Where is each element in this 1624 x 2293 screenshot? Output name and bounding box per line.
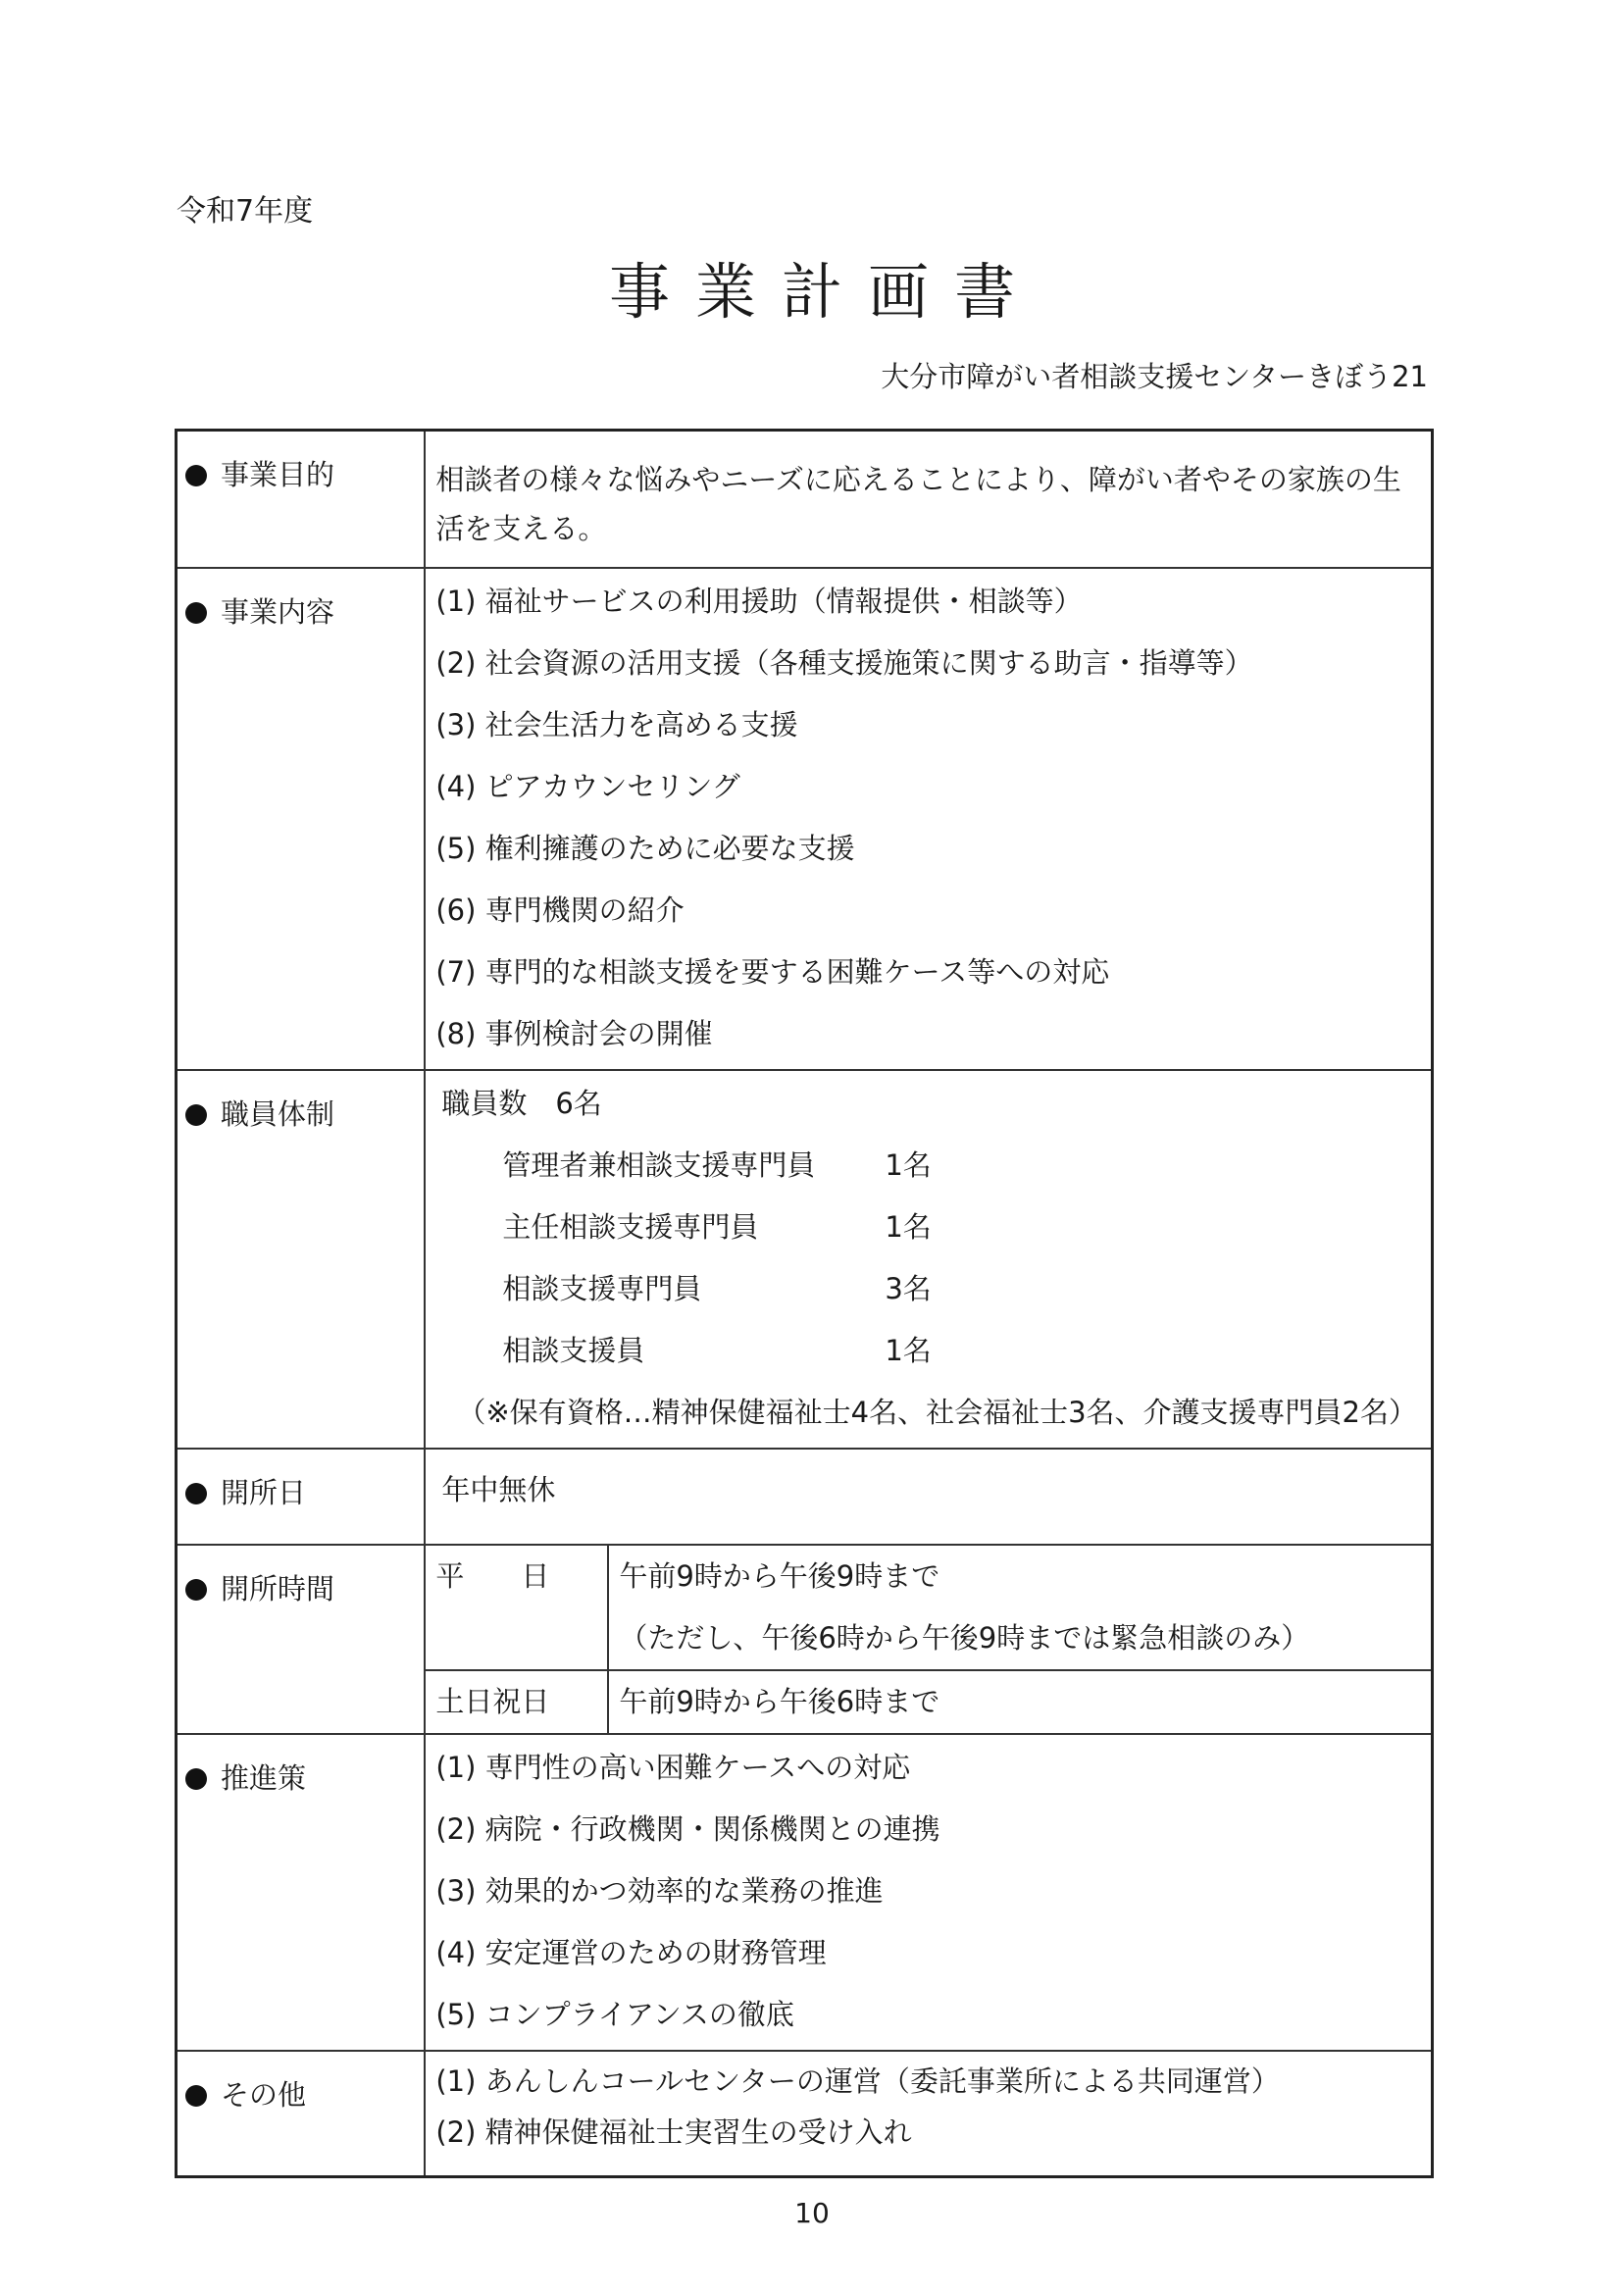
row-open-days [177, 1449, 1433, 1545]
list-item: (6) 専門機関の紹介 [435, 893, 685, 927]
staff-role-row [435, 1320, 1417, 1382]
list-item: (1) 福祉サービスの利用援助（情報提供・相談等） [435, 585, 1083, 618]
weekday-note: （ただし、午後6時から午後9時までは緊急相談のみ） [619, 1621, 1310, 1655]
plan-table [175, 429, 1434, 2178]
bullet-icon [185, 465, 207, 486]
row-staff [177, 1070, 1433, 1449]
staff-role: 管理者兼相談支援専門員 [502, 1148, 816, 1182]
staff-count: 1名 [885, 1148, 932, 1182]
bullet-icon [185, 2085, 207, 2107]
staff-total: 職員数 6名 [441, 1087, 602, 1120]
row-measures [177, 1734, 1433, 2051]
bullet-icon [185, 602, 207, 624]
measures-list [425, 1734, 1432, 2051]
label-contents: 事業内容 [177, 568, 426, 1070]
list-item: (4) ピアカウンセリング [435, 770, 740, 803]
weekday-time: 午前9時から午後9時まで [619, 1559, 940, 1593]
holiday-time: 午前9時から午後6時まで [619, 1685, 940, 1718]
holiday-hours [608, 1670, 1431, 1733]
staff-role: 相談支援員 [502, 1334, 645, 1367]
staff-role-row [435, 1135, 1417, 1197]
staff-count: 3名 [885, 1272, 932, 1305]
contents-list [425, 568, 1432, 1070]
list-item: (2) 病院・行政機関・関係機関との連携 [435, 1812, 940, 1846]
purpose-content [425, 431, 1432, 569]
list-item: (5) コンプライアンスの徹底 [435, 1998, 794, 2031]
hours-content [425, 1545, 1432, 1734]
hours-table [426, 1546, 1431, 1733]
list-item: (3) 効果的かつ効率的な業務の推進 [435, 1874, 884, 1908]
label-hours: 開所時間 [177, 1545, 426, 1734]
list-item: (1) 専門性の高い困難ケースへの対応 [435, 1751, 911, 1784]
label-open-days: 開所日 [177, 1449, 426, 1545]
label-measures: 推進策 [177, 1734, 426, 2051]
staff-content [425, 1070, 1432, 1449]
row-contents [177, 568, 1433, 1070]
open-days-content [425, 1449, 1432, 1545]
staff-qualification-note: （※保有資格…精神保健福祉士4名、社会福祉士3名、介護支援専門員2名） [457, 1396, 1417, 1429]
page-number: 10 [794, 2197, 830, 2229]
bullet-icon [185, 1768, 207, 1790]
other-list [425, 2051, 1432, 2177]
bullet-icon [185, 1483, 207, 1504]
list-item: (2) 精神保健福祉士実習生の受け入れ [435, 2115, 912, 2149]
label-staff: 職員体制 [177, 1070, 426, 1449]
purpose-text: 相談者の様々な悩みやニーズに応えることにより、障がい者やその家族の生活を支える。 [435, 463, 1401, 545]
holiday-label: 土日祝日 [426, 1670, 608, 1733]
staff-count: 1名 [885, 1210, 932, 1244]
row-other [177, 2051, 1433, 2177]
list-item: (1) あんしんコールセンターの運営（委託事業所による共同運営） [435, 2064, 1280, 2098]
row-hours [177, 1545, 1433, 1734]
list-item: (2) 社会資源の活用支援（各種支援施策に関する助言・指導等） [435, 646, 1253, 680]
list-item: (3) 社会生活力を高める支援 [435, 708, 798, 741]
list-item: (5) 権利擁護のために必要な支援 [435, 832, 855, 865]
open-days-text: 年中無休 [441, 1473, 556, 1506]
label-other: その他 [177, 2051, 426, 2177]
weekday-label: 平 日 [426, 1546, 608, 1670]
list-item: (7) 専門的な相談支援を要する困難ケース等への対応 [435, 955, 1110, 989]
list-item: (8) 事例検討会の開催 [435, 1017, 713, 1050]
document-title: 事業計画書 [608, 256, 1040, 328]
staff-role: 主任相談支援専門員 [502, 1210, 759, 1244]
row-purpose [177, 431, 1433, 569]
fiscal-year: 令和7年度 [177, 194, 314, 229]
organization-name: 大分市障がい者相談支援センターきぼう21 [881, 360, 1428, 393]
bullet-icon [185, 1104, 207, 1126]
list-item: (4) 安定運営のための財務管理 [435, 1936, 827, 1969]
staff-role: 相談支援専門員 [502, 1272, 702, 1305]
staff-count: 1名 [885, 1334, 932, 1367]
staff-role-row [435, 1197, 1417, 1258]
bullet-icon [185, 1579, 207, 1601]
staff-role-row [435, 1258, 1417, 1320]
weekday-hours [608, 1546, 1431, 1670]
label-purpose: 事業目的 [177, 431, 426, 569]
